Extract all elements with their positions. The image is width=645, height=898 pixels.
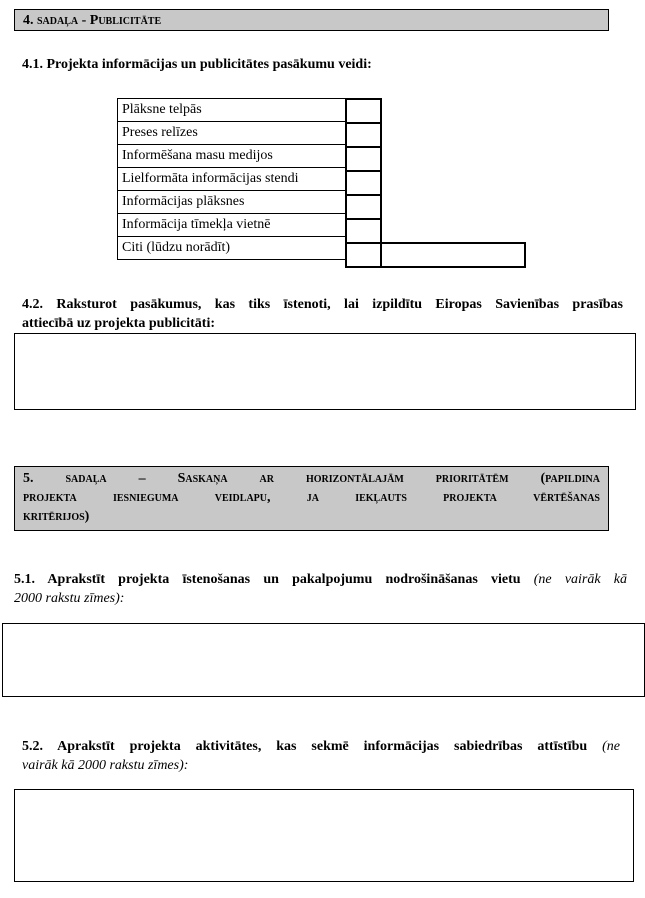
checkbox-citi[interactable] xyxy=(345,242,382,268)
checkbox-preses-relizes[interactable] xyxy=(345,122,382,148)
checkbox-timekla-vietne[interactable] xyxy=(345,218,382,244)
section-5-title-line2: projekta iesnieguma veidlapu, ja iekļauts projekta vērtēšanas xyxy=(23,490,600,505)
activity-row xyxy=(118,145,346,168)
question-4-2-line2: attiecībā uz projekta publicitāti: xyxy=(22,316,216,331)
checkbox-informacijas-plaksnes[interactable] xyxy=(345,194,382,220)
question-5-1-line2 xyxy=(14,589,627,608)
activity-row xyxy=(118,214,346,237)
question-5-1-hint-cont: 2000 rakstu zīmes): xyxy=(14,591,125,606)
checkbox-masu-medijos[interactable] xyxy=(345,146,382,172)
question-5-2-hint-cont: vairāk kā 2000 rakstu zīmes): xyxy=(22,758,189,773)
question-5-1-line1 xyxy=(14,570,627,589)
question-4-1-label: 4.1. Projekta informācijas un publicitātes pasākumu veidi: xyxy=(22,57,372,72)
activity-label: Informēšana masu medijos xyxy=(118,145,346,168)
question-5-1-hint: (ne vairāk kā xyxy=(533,572,628,587)
section-4-number: 4. xyxy=(23,13,37,28)
activity-row xyxy=(118,168,346,191)
citi-specify-field[interactable] xyxy=(380,242,526,268)
activities-table xyxy=(117,98,346,260)
activity-label: Informācijas plāksnes xyxy=(118,191,346,214)
checkbox-plaksne-telpas[interactable] xyxy=(345,98,382,124)
activity-label: Citi (lūdzu norādīt) xyxy=(118,237,346,260)
answer-4-2[interactable] xyxy=(14,333,636,410)
section-5-title-part1: sadaļa – Saskaņa ar horizontālajām prioritātēm (papildina xyxy=(65,471,600,486)
section-4-title: sadaļa - Publicitāte xyxy=(37,13,162,28)
question-5-2-label: 5.2. Aprakstīt projekta aktivitātes, kas sekmē informācijas sabiedrības attīstību xyxy=(22,739,588,754)
checkbox-lielformata-stendi[interactable] xyxy=(345,170,382,196)
question-5-2-line1 xyxy=(22,737,620,756)
activity-row xyxy=(118,191,346,214)
activity-label: Preses relīzes xyxy=(118,122,346,145)
section-5-title-line1 xyxy=(23,469,600,488)
section-5-number: 5. xyxy=(23,471,66,486)
activity-label: Lielformāta informācijas stendi xyxy=(118,168,346,191)
activity-row xyxy=(118,122,346,145)
answer-5-2[interactable] xyxy=(14,789,634,882)
activity-label: Informācija tīmekļa vietnē xyxy=(118,214,346,237)
section-5-header xyxy=(14,466,609,531)
question-5-2-line2 xyxy=(22,756,620,775)
question-5-2-hint: (ne xyxy=(602,739,620,754)
activity-row xyxy=(118,237,346,260)
answer-5-1[interactable] xyxy=(2,623,645,697)
activity-row xyxy=(118,99,346,122)
section-4-header xyxy=(14,9,609,31)
activity-label: Plāksne telpās xyxy=(118,99,346,122)
question-5-1-label: 5.1. Aprakstīt projekta īstenošanas un pakalpojumu nodrošināšanas vietu xyxy=(14,572,521,587)
section-5-title-line3: kritērijos) xyxy=(23,509,90,524)
question-4-2-line1: 4.2. Raksturot pasākumus, kas tiks īstenoti, lai izpildītu Eiropas Savienības prasības xyxy=(22,297,623,312)
